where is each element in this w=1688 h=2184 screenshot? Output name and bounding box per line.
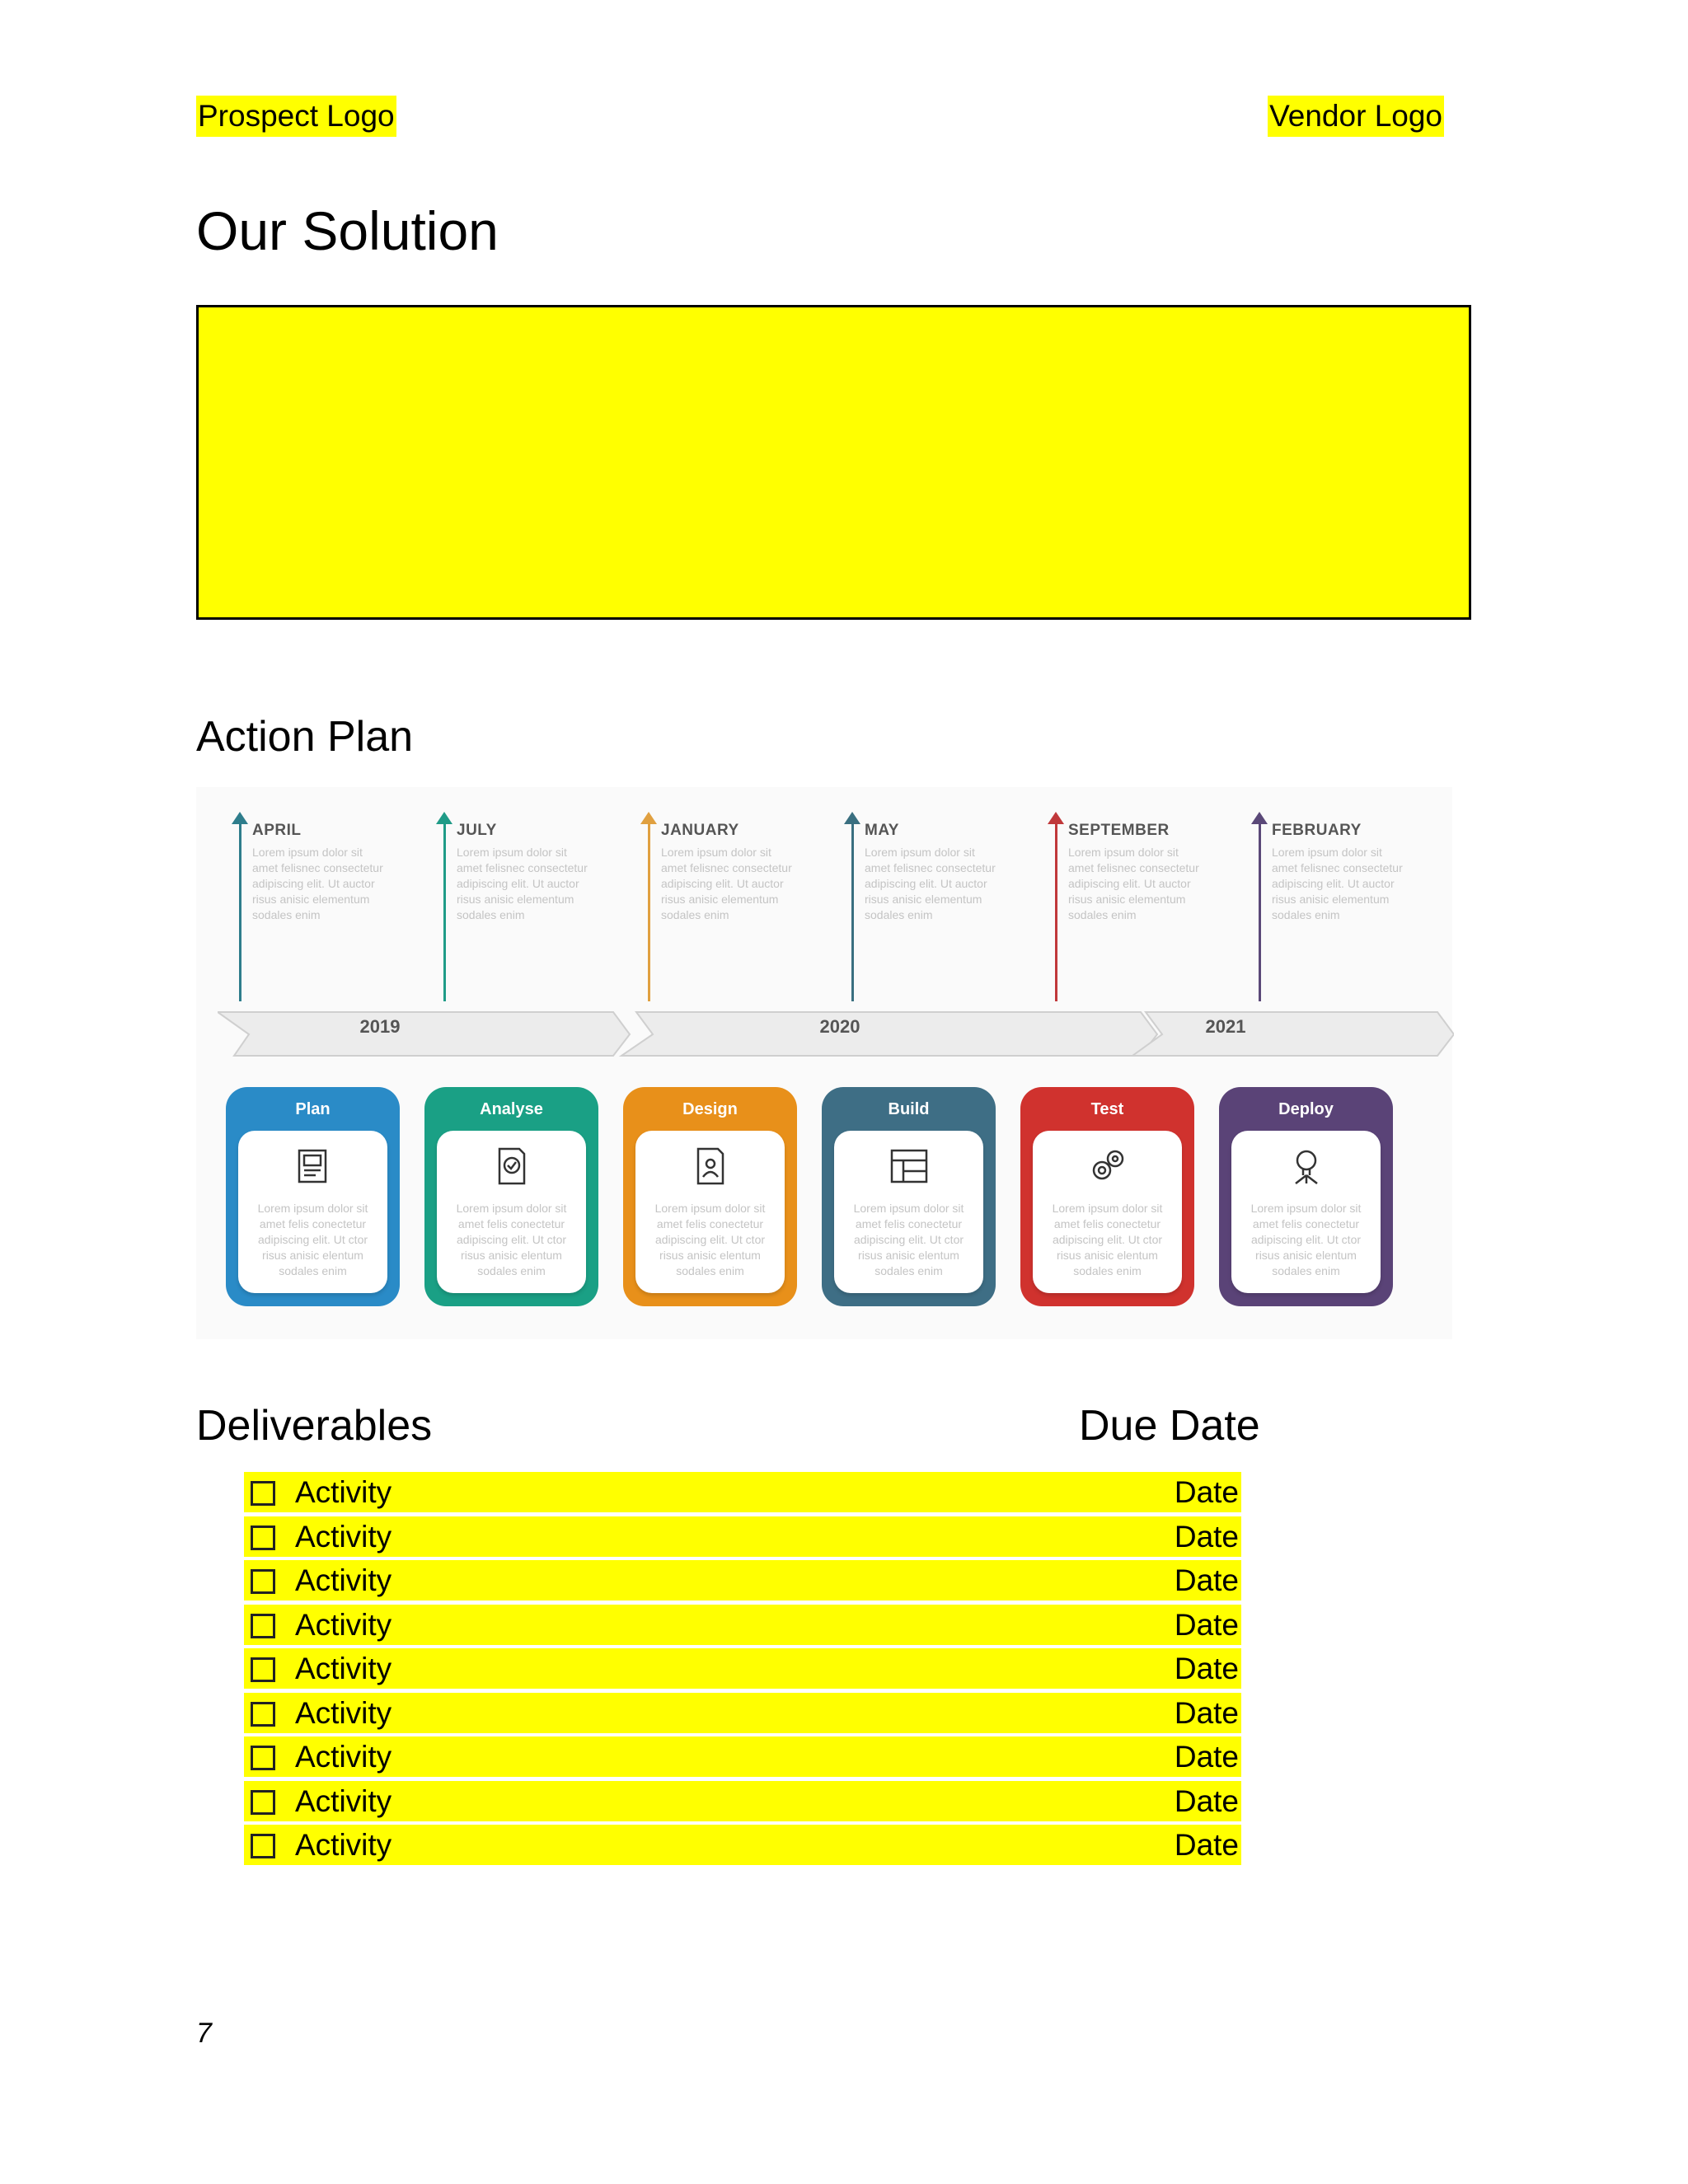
due-date-label: Date: [1174, 1828, 1239, 1862]
phase-text: Lorem ipsum dolor sit amet felis conectetur adipiscing elit. Ut ctor risus anisic elentum sodales enim: [456, 1202, 567, 1277]
activity-checkbox[interactable]: [251, 1526, 275, 1550]
deliverable-row: [244, 1605, 1241, 1645]
milestone-month: APRIL: [252, 822, 302, 839]
deliverable-row: [244, 1693, 1241, 1733]
deliverable-row: [244, 1472, 1241, 1512]
activity-checkbox[interactable]: [251, 1569, 275, 1594]
due-date-heading: Due Date: [1079, 1402, 1260, 1450]
milestone-4: [1055, 812, 1220, 1003]
activity-label: Activity: [295, 1695, 392, 1730]
phase-text: Lorem ipsum dolor sit amet felis conectetur adipiscing elit. Ut ctor risus anisic elentum sodales enim: [257, 1202, 368, 1277]
milestone-text: Lorem ipsum dolor sit amet felisnec consectetur adipiscing elit. Ut auctor risus anisic elementum sodales enim: [252, 846, 383, 921]
milestone-month: MAY: [865, 822, 899, 839]
activity-label: Activity: [295, 1783, 392, 1818]
year-label: 2021: [1205, 1016, 1246, 1037]
milestone-stem: [851, 820, 854, 1001]
activity-label: Activity: [295, 1519, 392, 1554]
due-date-label: Date: [1174, 1563, 1239, 1597]
due-date-label: Date: [1174, 1783, 1239, 1818]
blueprint-icon: [291, 1144, 335, 1188]
building-plan-icon: [887, 1144, 931, 1188]
milestone-text: Lorem ipsum dolor sit amet felisnec consectetur adipiscing elit. Ut auctor risus anisic elementum sodales enim: [1068, 846, 1199, 921]
prospect-logo-placeholder: Prospect Logo: [196, 96, 396, 137]
activity-label: Activity: [295, 1652, 392, 1685]
phase-card-body: [1231, 1131, 1381, 1293]
activity-label: Activity: [295, 1740, 392, 1774]
page-number: 7: [196, 2018, 212, 2049]
activity-label: Activity: [295, 1607, 392, 1642]
milestone-text: Lorem ipsum dolor sit amet felisnec consectetur adipiscing elit. Ut auctor risus anisic elementum sodales enim: [661, 846, 792, 921]
year-label: 2020: [819, 1016, 860, 1037]
phase-text: Lorem ipsum dolor sit amet felis conectetur adipiscing elit. Ut ctor risus anisic elentum sodales enim: [654, 1202, 766, 1277]
deliverable-row: [244, 1648, 1241, 1689]
activity-label: Activity: [295, 1828, 392, 1862]
phase-card-1: [424, 1087, 598, 1306]
activity-checkbox[interactable]: [251, 1614, 275, 1638]
phase-title: Build: [888, 1100, 930, 1118]
activity-checkbox[interactable]: [251, 1790, 275, 1815]
phase-card-0: [226, 1087, 400, 1306]
milestone-text: Lorem ipsum dolor sit amet felisnec consectetur adipiscing elit. Ut auctor risus anisic elementum sodales enim: [1272, 846, 1403, 921]
milestone-month: FEBRUARY: [1272, 822, 1362, 839]
deliverable-row: [244, 1560, 1241, 1601]
our-solution-heading: Our Solution: [196, 200, 499, 261]
phase-text: Lorem ipsum dolor sit amet felis conectetur adipiscing elit. Ut ctor risus anisic elentum sodales enim: [1250, 1202, 1362, 1277]
milestone-3: [851, 812, 1016, 1003]
phase-card-body: [834, 1131, 983, 1293]
phase-title: Plan: [295, 1100, 331, 1118]
due-date-label: Date: [1174, 1519, 1239, 1554]
milestone-text: Lorem ipsum dolor sit amet felisnec consectetur adipiscing elit. Ut auctor risus anisic elementum sodales enim: [457, 846, 588, 921]
deliverables-list: [244, 1472, 1241, 1869]
milestone-1: [443, 812, 608, 1003]
activity-checkbox[interactable]: [251, 1746, 275, 1770]
due-date-label: Date: [1174, 1740, 1239, 1774]
due-date-label: Date: [1174, 1475, 1239, 1509]
deliverables-heading: Deliverables: [196, 1402, 433, 1450]
phase-card-body: [238, 1131, 387, 1293]
due-date-label: Date: [1174, 1652, 1239, 1685]
activity-checkbox[interactable]: [251, 1481, 275, 1506]
phase-card-5: [1219, 1087, 1393, 1306]
document-check-icon: [490, 1144, 534, 1188]
solution-text-box[interactable]: [196, 305, 1471, 620]
action-plan-heading: Action Plan: [196, 713, 414, 761]
phase-text: Lorem ipsum dolor sit amet felis conectetur adipiscing elit. Ut ctor risus anisic elentum sodales enim: [1052, 1202, 1163, 1277]
phase-card-3: [822, 1087, 996, 1306]
phase-card-4: [1020, 1087, 1194, 1306]
milestone-stem: [443, 820, 446, 1001]
activity-label: Activity: [295, 1563, 392, 1597]
milestone-stem: [1259, 820, 1261, 1001]
gears-icon: [1085, 1144, 1130, 1188]
deliverable-row: [244, 1825, 1241, 1865]
design-doc-icon: [688, 1144, 733, 1188]
vendor-logo-placeholder: Vendor Logo: [1268, 96, 1444, 137]
phase-title: Deploy: [1278, 1100, 1334, 1118]
phase-card-body: [1033, 1131, 1182, 1293]
milestone-0: [239, 812, 404, 1003]
milestone-month: JULY: [457, 822, 497, 839]
phase-title: Design: [682, 1100, 738, 1118]
milestone-month: SEPTEMBER: [1068, 822, 1170, 839]
year-label: 2019: [359, 1016, 401, 1037]
deliverable-row: [244, 1781, 1241, 1821]
phase-card-body: [635, 1131, 785, 1293]
lightbulb-network-icon: [1284, 1144, 1329, 1188]
due-date-label: Date: [1174, 1695, 1239, 1730]
milestone-text: Lorem ipsum dolor sit amet felisnec consectetur adipiscing elit. Ut auctor risus anisic elementum sodales enim: [865, 846, 996, 921]
phase-text: Lorem ipsum dolor sit amet felis conectetur adipiscing elit. Ut ctor risus anisic elentum sodales enim: [853, 1202, 964, 1277]
activity-checkbox[interactable]: [251, 1834, 275, 1858]
milestone-5: [1259, 812, 1423, 1003]
activity-label: Activity: [295, 1475, 392, 1509]
milestone-stem: [239, 820, 241, 1001]
milestone-2: [648, 812, 813, 1003]
due-date-label: Date: [1174, 1607, 1239, 1642]
phase-title: Test: [1090, 1100, 1124, 1118]
milestone-month: JANUARY: [661, 822, 739, 839]
milestone-stem: [648, 820, 650, 1001]
activity-checkbox[interactable]: [251, 1657, 275, 1682]
activity-checkbox[interactable]: [251, 1702, 275, 1727]
phase-card-2: [623, 1087, 797, 1306]
phase-title: Analyse: [480, 1100, 543, 1118]
deliverable-row: [244, 1736, 1241, 1777]
milestone-stem: [1055, 820, 1057, 1001]
deliverable-row: [244, 1516, 1241, 1557]
phase-card-body: [437, 1131, 586, 1293]
action-plan-infographic: [196, 787, 1452, 1339]
